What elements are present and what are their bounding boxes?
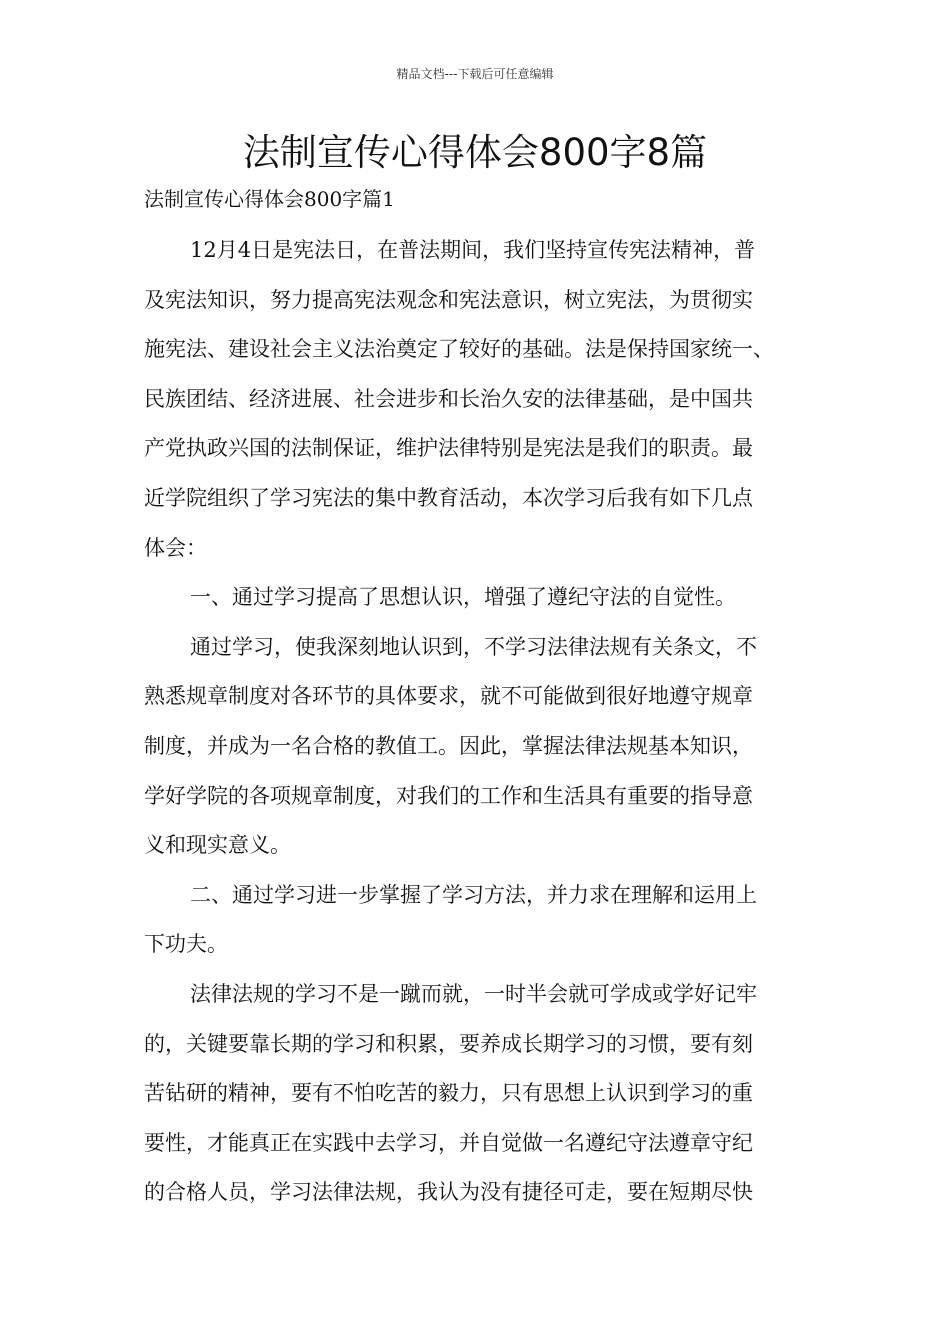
paragraph-line: 学好学院的各项规章制度，对我们的工作和生活具有重要的指导意 [144,783,753,808]
paragraph-line: 法律法规的学习不是一蹴而就，一时半会就可学成或学好记牢 [190,981,757,1006]
paragraph-line: 的合格人员，学习法律法规，我认为没有捷径可走，要在短期尽快 [144,1180,753,1205]
paragraph-line: 苦钻研的精神，要有不怕吃苦的毅力，只有思想上认识到学习的重 [144,1081,753,1106]
document-title: 法制宣传心得体会800字8篇 [242,131,708,174]
section-point-heading: 一、通过学习提高了思想认识，增强了遵纪守法的自觉性。 [190,585,736,610]
paragraph-line: 及宪法知识，努力提高宪法观念和宪法意识，树立宪法，为贯彻实 [144,287,753,312]
paragraph-line: 义和现实意义。 [144,833,291,858]
paragraph-line: 熟悉规章制度对各环节的具体要求，就不可能做到很好地遵守规章 [144,684,753,709]
paragraph-line: 12月4日是宪法日，在普法期间，我们坚持宣传宪法精神，普 [190,238,756,262]
paragraph-line: 制度，并成为一名合格的教值工。因此，掌握法律法规基本知识， [144,733,753,758]
paragraph-line: 下功夫。 [144,932,228,957]
section-point-heading: 二、通过学习进一步掌握了学习方法，并力求在理解和运用上 [190,882,757,907]
paragraph-line: 产党执政兴国的法制保证，维护法律特别是宪法是我们的职责。最 [144,436,753,461]
section-heading: 法制宣传心得体会800字篇1 [144,187,395,211]
paragraph-line: 的，关键要靠长期的学习和积累，要养成长期学习的习惯，要有刻 [144,1031,753,1056]
paragraph-line: 体会： [144,535,207,560]
paragraph-line: 民族团结、经济进展、社会进步和长治久安的法律基础，是中国共 [144,386,753,411]
page-header: 精品文档---下载后可任意编辑 [396,67,554,81]
paragraph-line: 通过学习，使我深刻地认识到，不学习法律法规有关条文，不 [190,634,757,659]
paragraph-line: 近学院组织了学习宪法的集中教育活动，本次学习后我有如下几点 [144,485,753,510]
document-body [144,226,810,1218]
paragraph-line: 施宪法、建设社会主义法治奠定了较好的基础。法是保持国家统一、 [144,337,774,362]
paragraph-line: 要性，才能真正在实践中去学习，并自觉做一名遵纪守法遵章守纪 [144,1130,753,1155]
